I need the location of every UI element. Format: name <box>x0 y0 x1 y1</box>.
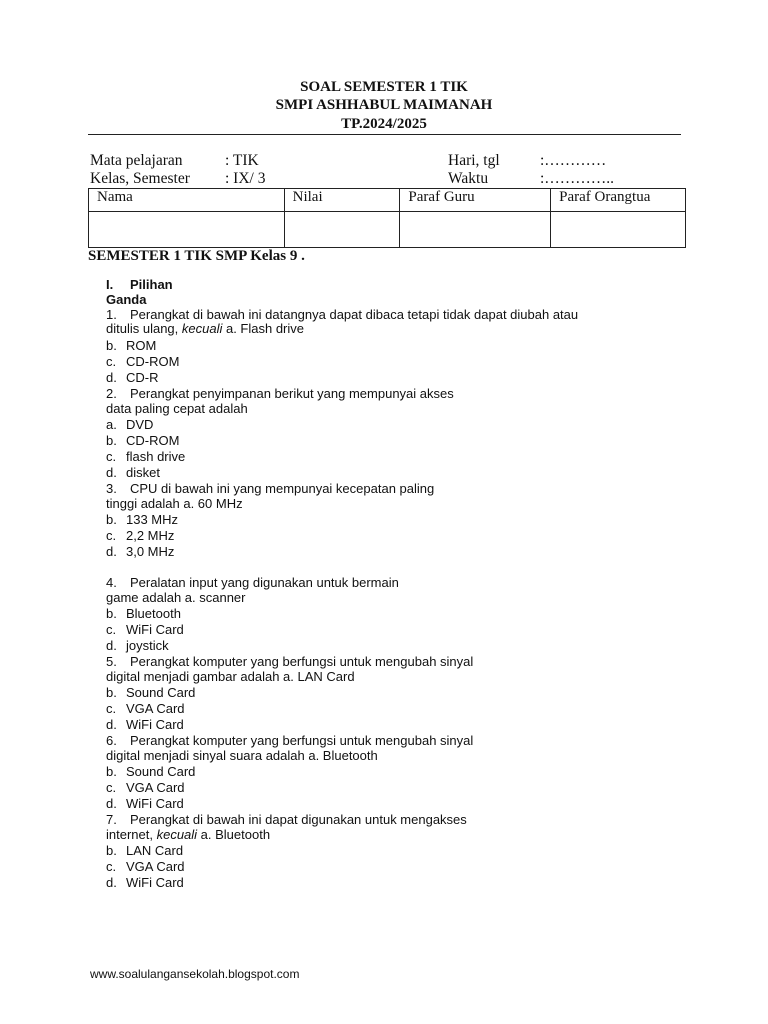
option-text: disket <box>126 465 160 480</box>
option-5b <box>106 685 195 700</box>
option-text: CD-ROM <box>126 354 180 369</box>
option-letter: b. <box>106 338 117 353</box>
question-1-continuation <box>106 321 304 336</box>
option-text: WiFi Card <box>126 717 184 732</box>
option-1d <box>106 370 159 385</box>
option-text: VGA Card <box>126 701 185 716</box>
option-text: Sound Card <box>126 685 196 700</box>
option-1c <box>106 354 179 369</box>
option-text: VGA Card <box>126 859 185 874</box>
option-text: flash drive <box>126 449 186 464</box>
question-text-part: ditulis ulang, <box>106 321 182 336</box>
option-2a <box>106 417 153 432</box>
option-text: 133 MHz <box>126 512 179 527</box>
class-label: Kelas, Semester <box>90 170 190 187</box>
option-text: Sound Card <box>126 764 196 779</box>
option-letter: d. <box>106 796 117 811</box>
option-letter: b. <box>106 512 117 527</box>
question-6 <box>106 733 473 748</box>
question-7-continuation <box>106 827 270 842</box>
table-header-parent-sign: Paraf Orangtua <box>551 189 686 212</box>
question-text: CPU di bawah ini yang mempunyai kecepatan paling <box>130 481 435 496</box>
question-2-continuation: data paling cepat adalah <box>106 401 248 416</box>
doc-title-line-2: SMPI ASHHABUL MAIMANAH <box>275 97 493 113</box>
option-letter: c. <box>106 354 117 369</box>
option-4d <box>106 638 169 653</box>
option-2b <box>106 433 179 448</box>
option-6d <box>106 796 184 811</box>
option-letter: b. <box>106 606 117 621</box>
question-number: 2. <box>106 386 117 401</box>
option-text: WiFi Card <box>126 875 184 890</box>
table-header-name: Nama <box>89 189 285 212</box>
option-letter: b. <box>106 433 117 448</box>
question-text: Perangkat penyimpanan berikut yang mempunyai akses <box>130 386 454 401</box>
option-letter: d. <box>106 717 117 732</box>
option-letter: c. <box>106 780 117 795</box>
option-letter: c. <box>106 622 117 637</box>
option-7c <box>106 859 185 874</box>
table-header-teacher-sign: Paraf Guru <box>400 189 551 212</box>
option-2d <box>106 465 160 480</box>
class-value: : IX/ 3 <box>225 170 266 187</box>
question-number: 6. <box>106 733 117 748</box>
option-3b <box>106 512 178 527</box>
option-6c <box>106 780 185 795</box>
option-letter: b. <box>106 764 117 779</box>
subject-value: : TIK <box>225 152 259 169</box>
subject-label: Mata pelajaran <box>90 152 183 169</box>
option-text: ROM <box>126 338 157 353</box>
option-7d <box>106 875 184 890</box>
question-2 <box>106 386 454 401</box>
part-heading <box>106 277 173 292</box>
doc-title-line-3: TP.2024/2025 <box>341 116 427 132</box>
question-4 <box>106 575 399 590</box>
question-emphasis: kecuali <box>156 827 198 842</box>
question-option-a: a. Flash drive <box>222 321 305 336</box>
time-value: :………….. <box>540 170 615 187</box>
question-text: Perangkat di bawah ini dapat digunakan untuk mengakses <box>130 812 467 827</box>
option-5d <box>106 717 184 732</box>
option-text: LAN Card <box>126 843 184 858</box>
option-text: 2,2 MHz <box>126 528 175 543</box>
question-text: Perangkat komputer yang berfungsi untuk mengubah sinyal <box>130 654 474 669</box>
question-1 <box>106 307 578 322</box>
time-label: Waktu <box>448 170 489 187</box>
part-title-line-2: Ganda <box>106 292 147 307</box>
option-text: Bluetooth <box>126 606 181 621</box>
option-text: 3,0 MHz <box>126 544 175 559</box>
option-letter: a. <box>106 417 117 432</box>
part-title-line-1: Pilihan <box>130 277 173 292</box>
option-letter: d. <box>106 875 117 890</box>
option-text: joystick <box>126 638 169 653</box>
option-letter: c. <box>106 528 117 543</box>
question-number: 1. <box>106 307 117 322</box>
question-option-a: a. Bluetooth <box>197 827 271 842</box>
footer-url[interactable]: www.soalulangansekolah.blogspot.com <box>90 967 300 981</box>
question-3 <box>106 481 434 496</box>
score-cell[interactable] <box>284 212 400 248</box>
question-text-part: internet, <box>106 827 157 842</box>
section-title: SEMESTER 1 TIK SMP Kelas 9 . <box>88 248 305 264</box>
question-text: Perangkat komputer yang berfungsi untuk mengubah sinyal <box>130 733 474 748</box>
day-value: :………… <box>540 152 607 169</box>
option-4b <box>106 606 181 621</box>
question-number: 3. <box>106 481 117 496</box>
option-letter: b. <box>106 685 117 700</box>
question-7 <box>106 812 467 827</box>
option-letter: c. <box>106 859 117 874</box>
option-7b <box>106 843 183 858</box>
option-2c <box>106 449 185 464</box>
header-divider <box>88 134 681 135</box>
table-header-score: Nilai <box>284 189 400 212</box>
option-letter: d. <box>106 544 117 559</box>
option-text: VGA Card <box>126 780 185 795</box>
teacher-sign-cell[interactable] <box>400 212 551 248</box>
identity-table <box>88 188 686 248</box>
day-label: Hari, tgl <box>448 152 500 169</box>
option-text: WiFi Card <box>126 796 184 811</box>
option-letter: d. <box>106 465 117 480</box>
option-5c <box>106 701 185 716</box>
option-6b <box>106 764 195 779</box>
part-numeral: I. <box>106 277 114 292</box>
option-text: WiFi Card <box>126 622 184 637</box>
option-letter: d. <box>106 370 117 385</box>
question-text: Peralatan input yang digunakan untuk bermain <box>130 575 399 590</box>
parent-sign-cell[interactable] <box>551 212 686 248</box>
option-letter: d. <box>106 638 117 653</box>
question-3-continuation: tinggi adalah a. 60 MHz <box>106 496 243 511</box>
question-5 <box>106 654 473 669</box>
question-number: 7. <box>106 812 117 827</box>
question-number: 4. <box>106 575 117 590</box>
option-1b <box>106 338 156 353</box>
option-letter: b. <box>106 843 117 858</box>
question-text: Perangkat di bawah ini datangnya dapat dibaca tetapi tidak dapat diubah atau <box>130 307 579 322</box>
doc-title-line-1: SOAL SEMESTER 1 TIK <box>300 79 468 95</box>
question-5-continuation: digital menjadi gambar adalah a. LAN Card <box>106 669 355 684</box>
question-emphasis: kecuali <box>181 321 223 336</box>
option-text: CD-ROM <box>126 433 180 448</box>
option-4c <box>106 622 184 637</box>
name-cell[interactable] <box>89 212 285 248</box>
option-letter: c. <box>106 701 117 716</box>
option-3c <box>106 528 174 543</box>
option-letter: c. <box>106 449 117 464</box>
option-text: CD-R <box>126 370 159 385</box>
question-4-continuation: game adalah a. scanner <box>106 590 246 605</box>
option-text: DVD <box>126 417 154 432</box>
question-number: 5. <box>106 654 117 669</box>
question-6-continuation: digital menjadi sinyal suara adalah a. Bluetooth <box>106 748 378 763</box>
option-3d <box>106 544 174 559</box>
